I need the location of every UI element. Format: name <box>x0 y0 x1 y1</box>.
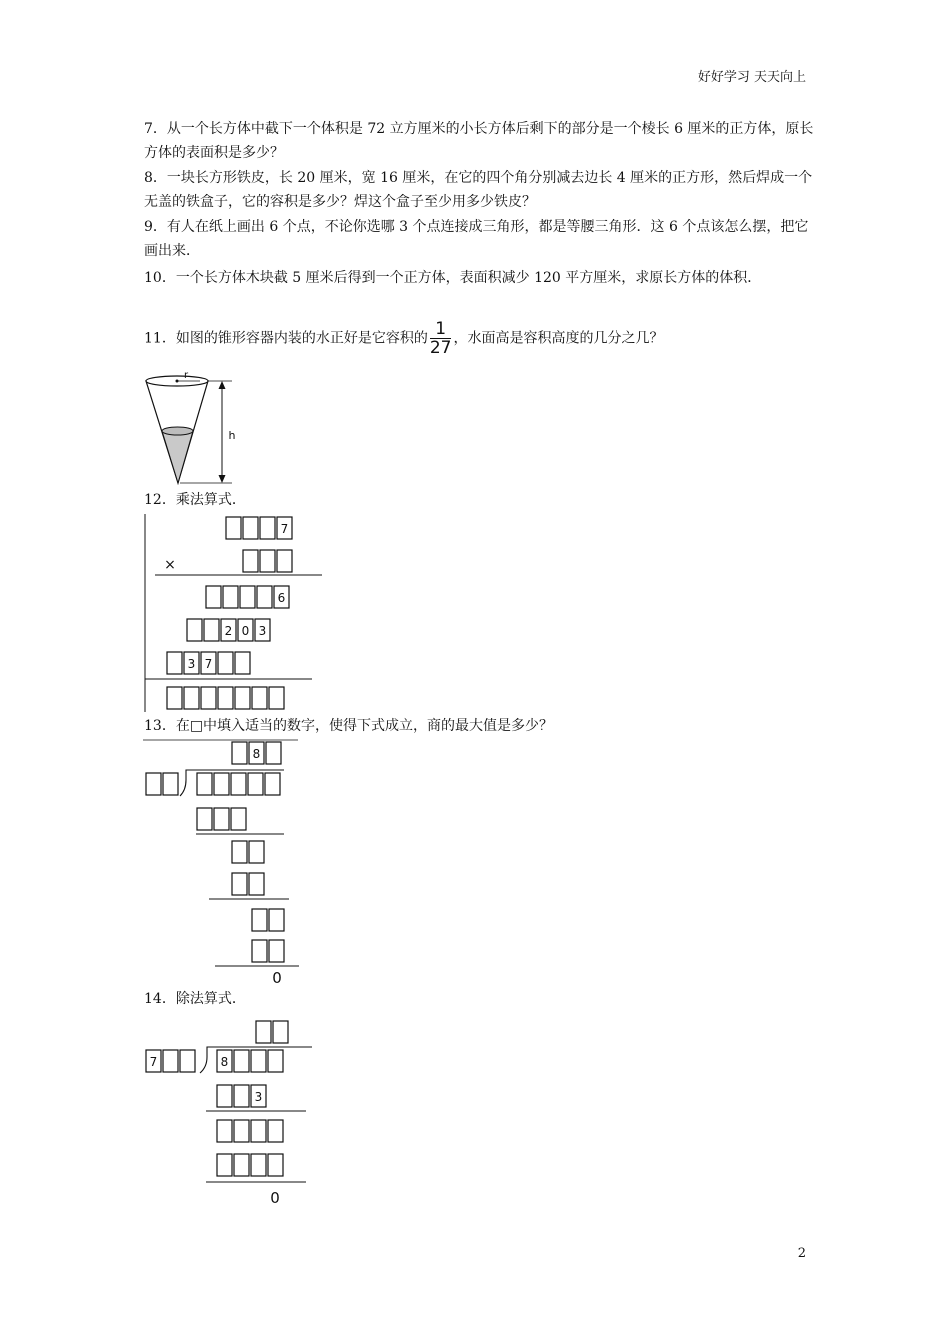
question-14: 14．除法算式． <box>144 991 246 1007</box>
question-10: 10．一个长方体木块截 5 厘米后得到一个正方体，表面积减少 120 平方厘米，求原长方体的体积． <box>144 270 762 286</box>
multiplication-puzzle <box>145 514 322 712</box>
remainder-zero-14: 0 <box>270 1189 280 1207</box>
question-7: 7．从一个长方体中截下一个体积是 72 立方厘米的小长方体后剩下的部分是一个棱长 6 厘米的正方体，原长方体的表面积是多少？ <box>144 121 814 161</box>
product-digit-3: 3 <box>254 1090 263 1104</box>
question-9: 9．有人在纸上画出 6 个点，不论你选哪 3 个点连接成三角形，都是等腰三角形．这 6 个点该怎么摆，把它画出来． <box>144 219 809 259</box>
fraction-numerator: 1 <box>430 320 452 339</box>
mult-digit-7: 7 <box>280 522 289 536</box>
remainder-zero: 0 <box>272 969 282 987</box>
times-sign: × <box>164 557 176 573</box>
cone-radius-label: r <box>183 370 189 381</box>
question-11-text: 11．如图的锥形容器内装的水正好是它容积的 <box>144 330 428 347</box>
mult-digit-3: 3 <box>258 624 267 638</box>
fraction-denominator: 27 <box>429 338 452 358</box>
question-8: 8．一块长方形铁皮，长 20 厘米，宽 16 厘米，在它的四个角分别减去边长 4 厘米的正方形，然后焊成一个无盖的铁盒子，它的容积是多少？焊这个盒子至少用多少铁皮？ <box>144 170 813 210</box>
question-12: 12．乘法算式． <box>144 492 246 508</box>
mult-digit-6: 6 <box>277 591 286 605</box>
cone-height-label: h <box>228 429 236 442</box>
question-11-tail: ，水面高是容积高度的几分之几？ <box>453 330 664 347</box>
mult-digit-3-second: 3 <box>187 657 196 671</box>
page-number: 2 <box>797 1246 806 1261</box>
mult-digit-7-second: 7 <box>204 657 213 671</box>
quotient-digit-8: 8 <box>252 747 261 761</box>
mult-digit-0: 0 <box>241 624 250 638</box>
cone-figure <box>146 370 236 483</box>
division-puzzle-14 <box>146 1021 312 1207</box>
division-puzzle-13 <box>143 740 299 987</box>
header-slogan: 好好学习 天天向上 <box>697 70 806 85</box>
mult-digit-2: 2 <box>224 624 233 638</box>
divisor-digit-7: 7 <box>149 1055 158 1069</box>
dividend-digit-8: 8 <box>220 1055 229 1069</box>
question-13: 13．在□中填入适当的数字，使得下式成立，商的最大值是多少？ <box>144 718 554 734</box>
